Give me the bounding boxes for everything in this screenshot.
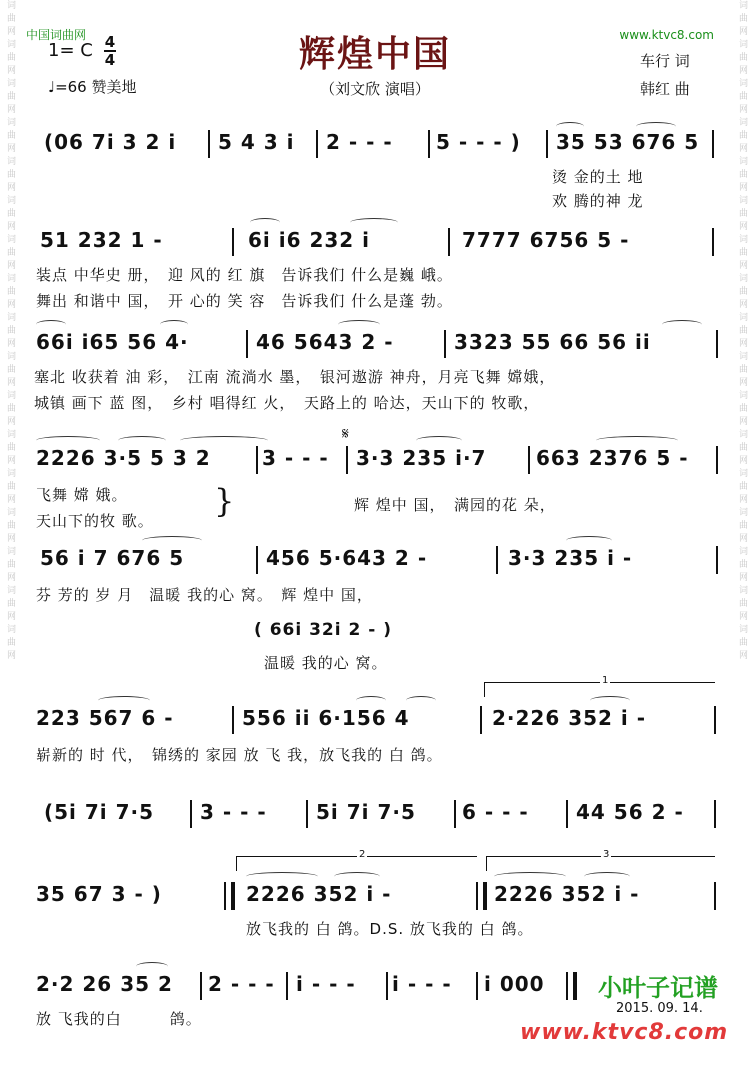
barline (712, 228, 714, 256)
barline (566, 800, 568, 828)
chorus-lyric: 辉 煌中 国， 满园的花 朵， (354, 496, 556, 514)
song-title: 辉煌中国 (298, 33, 451, 75)
barline (714, 800, 716, 828)
measure: i 000 (484, 972, 545, 996)
slur (636, 122, 676, 131)
transcriber-credit: 小叶子记谱 (598, 973, 718, 1002)
site-watermark-top-left: 中国词曲网 (26, 28, 87, 42)
barline (316, 130, 318, 158)
segno-sign: 𝄋 (342, 424, 349, 443)
slur (356, 696, 386, 705)
barline (546, 130, 548, 158)
slur (416, 436, 462, 445)
measure: 3323 55 66 56 ii (454, 330, 651, 354)
barline (444, 330, 446, 358)
measure: 35 53 676 5 (556, 130, 700, 154)
barline (714, 882, 716, 910)
lyric-line-2: 城镇 画下 蓝 图， 乡村 唱得红 火， 天路上的 哈达，天山下的 牧歌， (34, 394, 540, 412)
side-watermark-right: 词曲网词曲网词曲网词曲网词曲网词曲网词曲网词曲网词曲网词曲网词曲网词曲网词曲网词曲网词曲网词曲网词曲网 (737, 0, 747, 663)
slur (596, 436, 678, 445)
barline (256, 446, 258, 474)
barline (346, 446, 348, 474)
measure: 3·3 235 i - (508, 546, 633, 570)
measure: 66i i65 56 4· (36, 330, 189, 354)
alt-measure: ( 66i 32i 2 - ) (254, 620, 392, 640)
lyric-line-2: 欢 腾的神 龙 (552, 192, 644, 210)
barline (712, 130, 714, 158)
barline (208, 130, 210, 158)
measure: 51 232 1 - (40, 228, 163, 252)
lyric-line-1: 放飞我的 白 鸽。D.S. 放飞我的 白 鸽。 (246, 920, 534, 938)
slur (566, 536, 612, 545)
barline (232, 706, 234, 734)
barline (428, 130, 430, 158)
final-barline (566, 972, 577, 1000)
measure: 663 2376 5 - (536, 446, 689, 470)
barline (200, 972, 202, 1000)
barline (246, 330, 248, 358)
transcription-date: 2015. 09. 14. (616, 1001, 703, 1016)
site-logo-bottom: www.ktvc8.com (520, 1020, 729, 1045)
barline (476, 972, 478, 1000)
measure: i - - - (296, 972, 356, 996)
barline (386, 972, 388, 1000)
time-signature-bottom: 4 (104, 51, 116, 69)
measure: 6 - - - (462, 800, 529, 824)
barline (454, 800, 456, 828)
slur (662, 320, 702, 329)
slur (590, 696, 630, 705)
double-barline (476, 882, 487, 910)
volta-bracket-1 (484, 675, 715, 697)
slur (136, 962, 168, 971)
lyric-line-1: 芬 芳的 岁 月 温暖 我的心 窝。 辉 煌中 国， (36, 586, 373, 604)
lyric-line-1: 装点 中华史 册， 迎 风的 红 旗 告诉我们 什么是巍 峨。 (36, 266, 453, 284)
measure: i - - - (392, 972, 452, 996)
tempo-marking: ♩=66 赞美地 (48, 78, 137, 96)
measure: 3·3 235 i·7 (356, 446, 487, 470)
measure: 56 i 7 676 5 (40, 546, 185, 570)
key-signature: 1= C (48, 40, 93, 61)
barline (716, 330, 718, 358)
slur (334, 872, 380, 881)
measure: 556 ii 6·156 4 (242, 706, 410, 730)
measure: (06 7i 3 2 i (44, 130, 177, 154)
measure: 2 - - - (326, 130, 393, 154)
lyric-line-2: 天山下的牧 歌。 (36, 512, 154, 530)
composer-credit: 韩红 曲 (640, 80, 690, 98)
measure: 5i 7i 7·5 (316, 800, 416, 824)
measure: 2226 3·5 5 3 2 (36, 446, 211, 470)
volta-number: 2 (359, 849, 366, 860)
barline (448, 228, 450, 256)
lyric-line-2: 舞出 和谐中 国， 开 心的 笑 容 告诉我们 什么是蓬 勃。 (36, 292, 453, 310)
slur (36, 320, 66, 329)
measure: 3 - - - (262, 446, 329, 470)
measure: 456 5·643 2 - (266, 546, 428, 570)
measure: 2226 352 i - (246, 882, 392, 906)
slur (160, 320, 188, 329)
slur (180, 436, 268, 445)
slur (406, 696, 436, 705)
barline (256, 546, 258, 574)
slur (246, 872, 318, 881)
slur (556, 122, 584, 131)
measure: 44 56 2 - (576, 800, 684, 824)
measure: 3 - - - (200, 800, 267, 824)
measure: 223 567 6 - (36, 706, 174, 730)
measure: (5i 7i 7·5 (44, 800, 155, 824)
slur (338, 320, 380, 329)
barline (716, 546, 718, 574)
site-watermark-top-right: www.ktvc8.com (619, 28, 714, 42)
volta-number: 1 (602, 675, 609, 686)
volta-bracket-2 (236, 849, 477, 871)
measure: 2·226 352 i - (492, 706, 647, 730)
measure: 5 4 3 i (218, 130, 295, 154)
slur (494, 872, 566, 881)
lyric-line-1: 飞舞 嫦 娥。 (36, 486, 128, 504)
slur (584, 872, 630, 881)
slur (142, 536, 202, 545)
lyric-line-1: 塞北 收获着 油 彩， 江南 流淌水 墨， 银河遨游 神舟，月亮飞舞 嫦娥， (34, 368, 556, 386)
slur (98, 696, 150, 705)
measure: 2 - - - (208, 972, 275, 996)
lyric-line-1: 烫 金的土 地 (552, 168, 644, 186)
side-watermark-left: 词曲网词曲网词曲网词曲网词曲网词曲网词曲网词曲网词曲网词曲网词曲网词曲网词曲网词曲网词曲网词曲网词曲网 (5, 0, 15, 663)
barline (714, 706, 716, 734)
lyric-line-1: 放 飞我的白 鸽。 (36, 1010, 202, 1028)
barline (496, 546, 498, 574)
slur (36, 436, 100, 445)
slur (250, 218, 280, 227)
barline (528, 446, 530, 474)
measure: 2·2 26 35 2 (36, 972, 173, 996)
barline (306, 800, 308, 828)
measure: 6i i6 232 i (248, 228, 371, 252)
volta-number: 3 (603, 849, 610, 860)
slur (350, 218, 398, 227)
singer-credit: （刘文欣 演唱） (320, 80, 430, 98)
volta-bracket-3 (486, 849, 715, 871)
lyricist-credit: 车行 词 (640, 52, 690, 70)
barline (716, 446, 718, 474)
barline (480, 706, 482, 734)
slur (118, 436, 166, 445)
alt-lyric-line: 温暖 我的心 窝。 (264, 654, 388, 672)
time-signature-top: 4 (104, 33, 116, 51)
measure: 2226 352 i - (494, 882, 640, 906)
brace: } (214, 482, 235, 520)
lyric-line-1: 崭新的 时 代， 锦绣的 家园 放 飞 我，放飞我的 白 鸽。 (36, 746, 443, 764)
repeat-end-barline (224, 882, 235, 910)
measure: 7777 6756 5 - (462, 228, 630, 252)
barline (190, 800, 192, 828)
barline (232, 228, 234, 256)
measure: 46 5643 2 - (256, 330, 394, 354)
measure: 5 - - - ) (436, 130, 521, 154)
measure: 35 67 3 - ) (36, 882, 162, 906)
barline (286, 972, 288, 1000)
